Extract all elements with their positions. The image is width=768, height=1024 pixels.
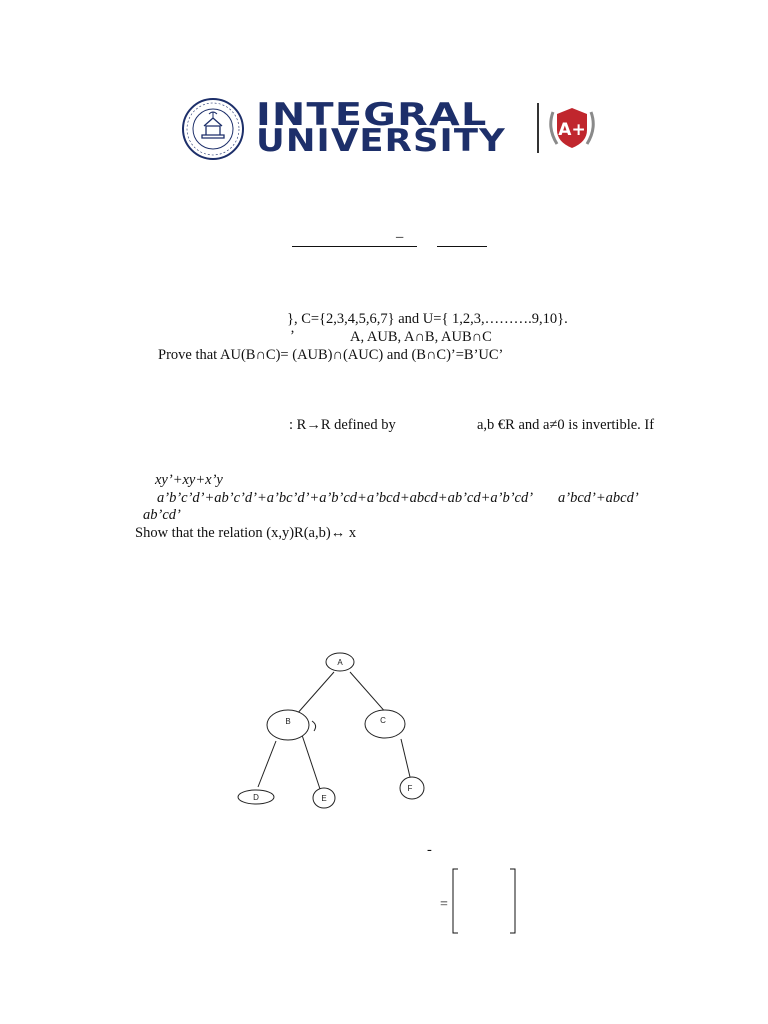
q1-operations-line: A, AUB, A∩B, AUB∩C — [350, 329, 492, 345]
q3-expression-1: xy’+xy+x’y — [155, 472, 223, 488]
loop-arrow-b — [312, 721, 316, 731]
q3-expression-3: ab’cd’ — [143, 507, 181, 523]
logo-wordmark-line2: UNIVERSITY — [256, 123, 506, 159]
naac-accreditation-badge — [543, 98, 601, 156]
edge-a-c — [350, 672, 388, 715]
edge-b-d — [258, 741, 276, 787]
q6-equals: = — [440, 897, 448, 912]
edge-b-e — [302, 735, 320, 789]
university-seal — [180, 98, 246, 160]
tree-label-b: B — [285, 717, 291, 726]
q1-prime-mark: ’ — [290, 328, 295, 344]
badge-grade: A+ — [558, 120, 586, 140]
matrix-brackets — [438, 865, 520, 942]
q1-prove-line: Prove that AU(B∩C)= (AUB)∩(AUC) and (B∩C)’=B’UC’ — [158, 347, 504, 363]
tree-label-f: F — [407, 784, 413, 793]
q4-relation-text: Show that the relation (x,y)R(a,b)↔ x — [135, 525, 357, 541]
title-underline-right — [437, 246, 487, 247]
binary-tree-diagram — [230, 645, 440, 820]
title-dash: – — [396, 229, 404, 245]
edge-a-b — [296, 672, 334, 715]
logo-wordmark-line1: INTEGRAL — [256, 97, 488, 133]
tree-label-d: D — [253, 793, 259, 802]
title-underline-left — [292, 246, 417, 247]
tree-label-e: E — [321, 794, 327, 803]
q3-expression-2: a’b’c’d’+ab’c’d’+a’bc’d’+a’b’cd+a’bcd+abcd+ab’cd+a’b’cd’ — [157, 490, 534, 506]
tree-label-c: C — [380, 716, 386, 725]
q2-function-text: : R→R defined by — [289, 417, 396, 433]
tree-label-a: A — [337, 658, 343, 667]
q3-expression-2-cont: a’bcd’+abcd’ — [558, 490, 639, 506]
q6-dash: - — [427, 842, 432, 858]
edge-c-f — [401, 739, 410, 777]
q2-invertible-text: a,b €R and a≠0 is invertible. If — [477, 417, 655, 433]
q1-sets-line: }, C={2,3,4,5,6,7} and U={ 1,2,3,……….9,10}. — [287, 311, 568, 327]
logo-divider — [537, 103, 539, 153]
